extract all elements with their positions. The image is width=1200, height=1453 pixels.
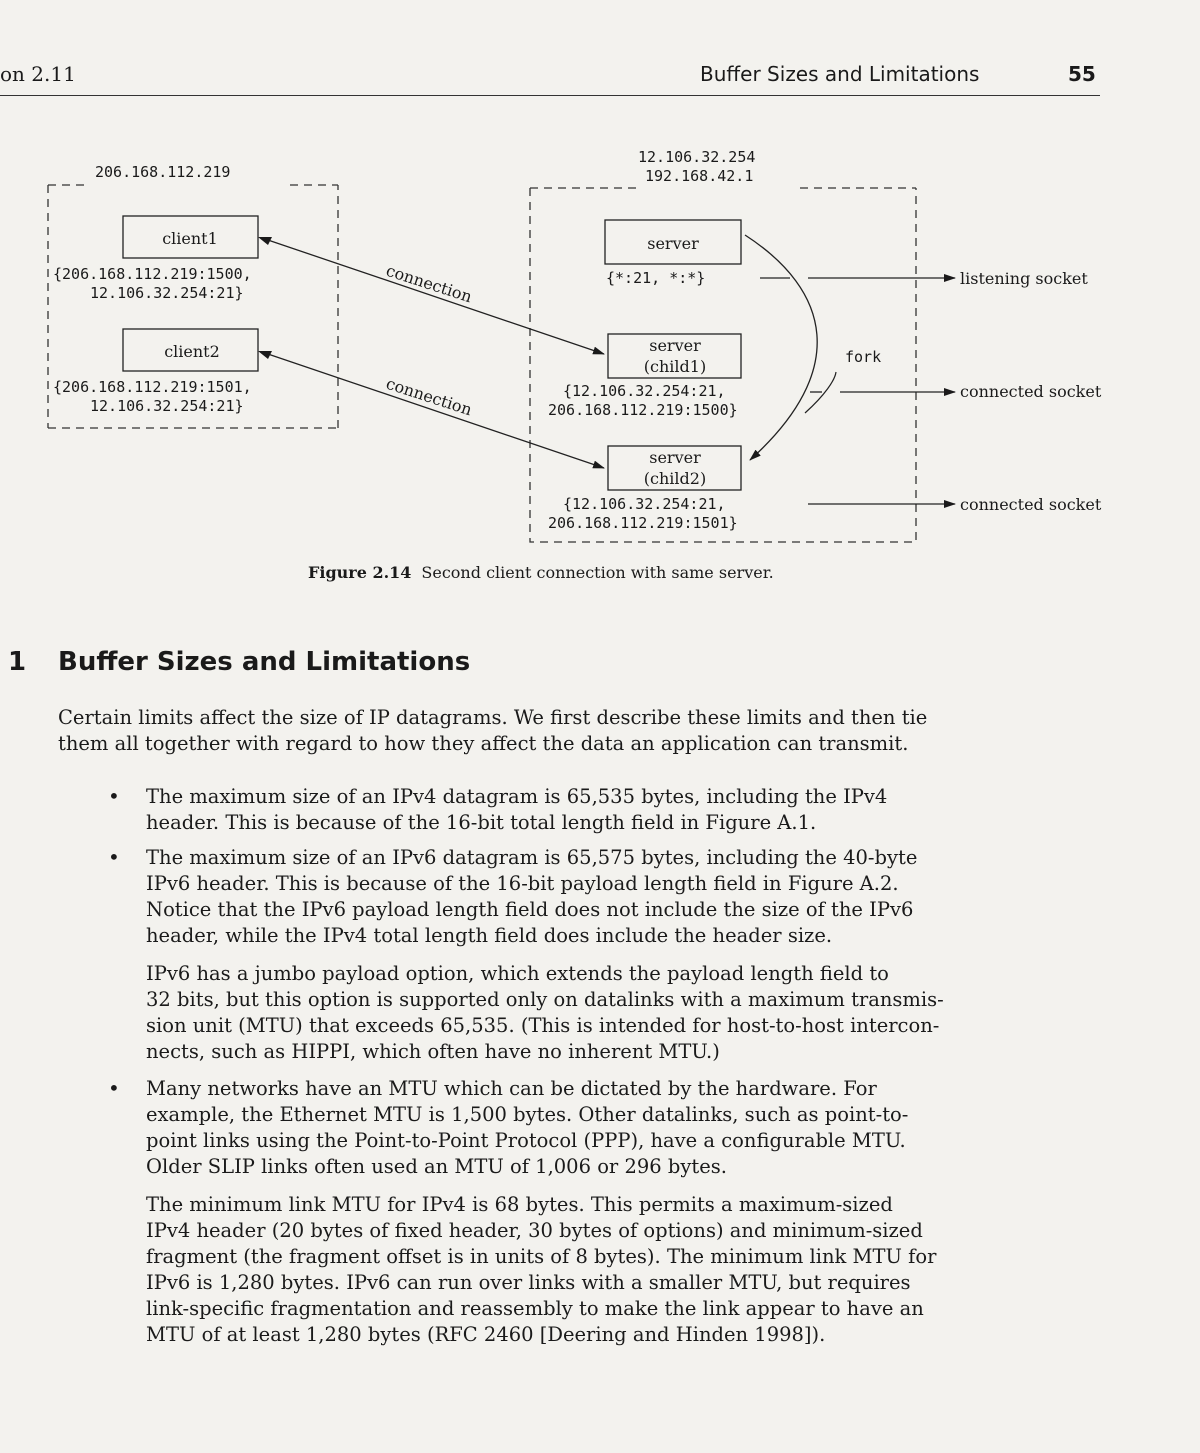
bullet3-line4: Older SLIP links often used an MTU of 1,006 or 296 bytes. <box>146 1155 727 1178</box>
child2-label-line1: server <box>649 448 701 467</box>
section-number: 1 <box>8 647 27 677</box>
bullet3-follow-line5: link-specific fragmentation and reassembly to make the link appear to have an <box>146 1297 924 1320</box>
bullet3-follow-line3: fragment (the fragment offset is in units of 8 bytes). The minimum link MTU for <box>146 1245 937 1268</box>
connection-label-1: connection <box>383 260 475 307</box>
bullet-marker: • <box>108 1076 120 1100</box>
bullet2-line2: IPv6 header. This is because of the 16-bit payload length field in Figure A.2. <box>146 872 899 895</box>
child1-label-line2: (child1) <box>643 357 707 376</box>
running-title: Buffer Sizes and Limitations <box>700 62 980 86</box>
bullet2-line1: The maximum size of an IPv6 datagram is 65,575 bytes, including the 40-byte <box>146 846 918 869</box>
child1-socket-line1: {12.106.32.254:21, <box>563 382 726 400</box>
child1-socket-line2: 206.168.112.219:1500} <box>548 401 738 419</box>
connection-arrowhead-1 <box>258 237 272 245</box>
fork-curve <box>745 235 817 460</box>
section-reference: on 2.11 <box>0 62 76 86</box>
client2-socket-line2: 12.106.32.254:21} <box>90 397 244 415</box>
side-label-connected-2: connected socket <box>960 495 1102 514</box>
bullet2-follow-line2: 32 bits, but this option is supported only on datalinks with a maximum transmis- <box>146 988 944 1011</box>
bullet3-follow-line6: MTU of at least 1,280 bytes (RFC 2460 [Deering and Hinden 1998]). <box>146 1323 826 1346</box>
bullet-marker: • <box>108 845 120 869</box>
bullet1-line2: header. This is because of the 16-bit total length field in Figure A.1. <box>146 811 817 834</box>
child2-socket-line1: {12.106.32.254:21, <box>563 495 726 513</box>
child2-socket-line2: 206.168.112.219:1501} <box>548 514 738 532</box>
bullet2-follow-line4: nects, such as HIPPI, which often have no inherent MTU.) <box>146 1040 720 1063</box>
side-label-connected-1: connected socket <box>960 382 1102 401</box>
intro-line-2: them all together with regard to how they affect the data an application can transmit. <box>58 732 909 755</box>
server-ip-1: 12.106.32.254 <box>638 148 756 166</box>
client1-socket-line1: {206.168.112.219:1500, <box>53 265 252 283</box>
bullet-marker: • <box>108 784 120 808</box>
server-ip-2: 192.168.42.1 <box>645 167 754 185</box>
server-socket: {*:21, *:*} <box>606 269 706 287</box>
bullet2-line4: header, while the IPv4 total length field does include the header size. <box>146 924 833 947</box>
intro-line-1: Certain limits affect the size of IP datagrams. We first describe these limits and then tie <box>58 706 928 729</box>
client-host-ip: 206.168.112.219 <box>95 163 231 181</box>
client2-socket-line1: {206.168.112.219:1501, <box>53 378 252 396</box>
bullet2-follow-line3: sion unit (MTU) that exceeds 65,535. (This is intended for host-to-host intercon- <box>146 1014 940 1037</box>
section-title: Buffer Sizes and Limitations <box>58 647 471 677</box>
client1-label: client1 <box>162 229 218 248</box>
caption-text: Second client connection with same server. <box>421 563 774 582</box>
client1-socket-line2: 12.106.32.254:21} <box>90 284 244 302</box>
bullet2-follow-line1: IPv6 has a jumbo payload option, which extends the payload length field to <box>146 962 889 985</box>
connection-arrowhead-2 <box>258 351 272 359</box>
bullet3-line2: example, the Ethernet MTU is 1,500 bytes. Other datalinks, such as point-to- <box>146 1103 909 1126</box>
connection-line-1 <box>262 238 604 354</box>
bullet2-line3: Notice that the IPv6 payload length field does not include the size of the IPv6 <box>146 898 914 921</box>
bullet3-follow-line1: The minimum link MTU for IPv4 is 68 bytes. This permits a maximum-sized <box>146 1193 893 1216</box>
figure-caption <box>308 563 774 582</box>
figure-diagram <box>0 130 1200 560</box>
child2-label-line2: (child2) <box>643 469 707 488</box>
page-number: 55 <box>1068 62 1096 86</box>
child1-label-line1: server <box>649 336 701 355</box>
bullet3-follow-line2: IPv4 header (20 bytes of fixed header, 30 bytes of options) and minimum-sized <box>146 1219 923 1242</box>
side-label-listening: listening socket <box>960 269 1088 288</box>
client2-label: client2 <box>164 342 220 361</box>
bullet3-follow-line4: IPv6 is 1,280 bytes. IPv6 can run over links with a smaller MTU, but requires <box>146 1271 911 1294</box>
caption-number: Figure 2.14 <box>308 563 412 582</box>
server-label: server <box>647 234 699 253</box>
bullet3-line1: Many networks have an MTU which can be dictated by the hardware. For <box>146 1077 877 1100</box>
bullet1-line1: The maximum size of an IPv4 datagram is 65,535 bytes, including the IPv4 <box>146 785 888 808</box>
fork-label: fork <box>845 348 882 366</box>
header-rule <box>0 95 1100 96</box>
connection-label-2: connection <box>383 373 475 420</box>
bullet3-line3: point links using the Point-to-Point Protocol (PPP), have a configurable MTU. <box>146 1129 906 1152</box>
